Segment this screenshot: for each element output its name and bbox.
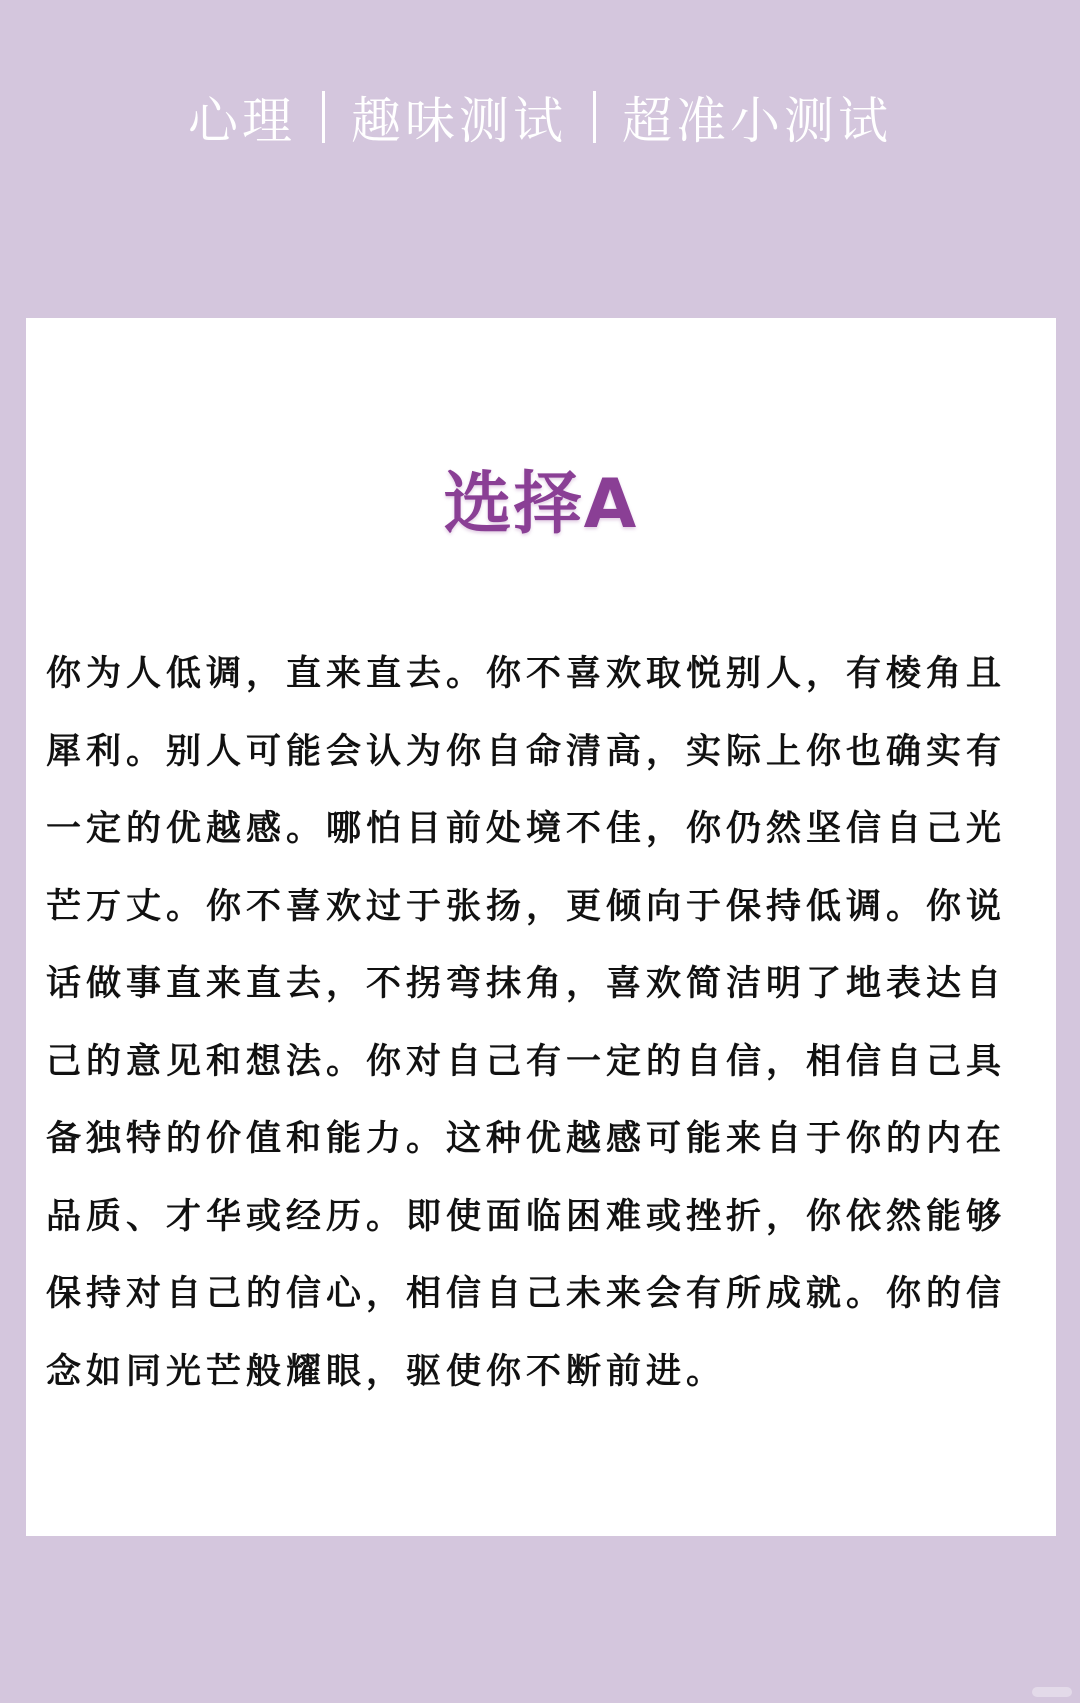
header-divider [322, 91, 325, 143]
page-header [0, 82, 1080, 152]
header-tag-psychology: 心理 [188, 92, 296, 150]
header-divider [593, 91, 596, 143]
header-tag-accurate-test: 超准小测试 [622, 92, 892, 150]
watermark [1032, 1687, 1072, 1697]
result-title: 选择A [443, 465, 639, 544]
result-description: 你为人低调，直来直去。你不喜欢取悦别人，有棱角且犀利。别人可能会认为你自命清高，实际上你也确实有一定的优越感。哪怕目前处境不佳，你仍然坚信自己光芒万丈。你不喜欢过于张扬，更倾向于保持低调。你说话做事直来直去，不拐弯抹角，喜欢简洁明了地表达自己的意见和想法。你对自己有一定的自信，相信自己具备独特的价值和能力。这种优越感可能来自于你的内在品质、才华或经历。即使面临困难或挫折，你依然能够保持对自己的信心，相信自己未来会有所成就。你的信念如同光芒般耀眼，驱使你不断前进。 [46, 654, 1007, 1392]
header-tag-fun-test: 趣味测试 [351, 92, 567, 150]
result-card [26, 318, 1056, 1536]
